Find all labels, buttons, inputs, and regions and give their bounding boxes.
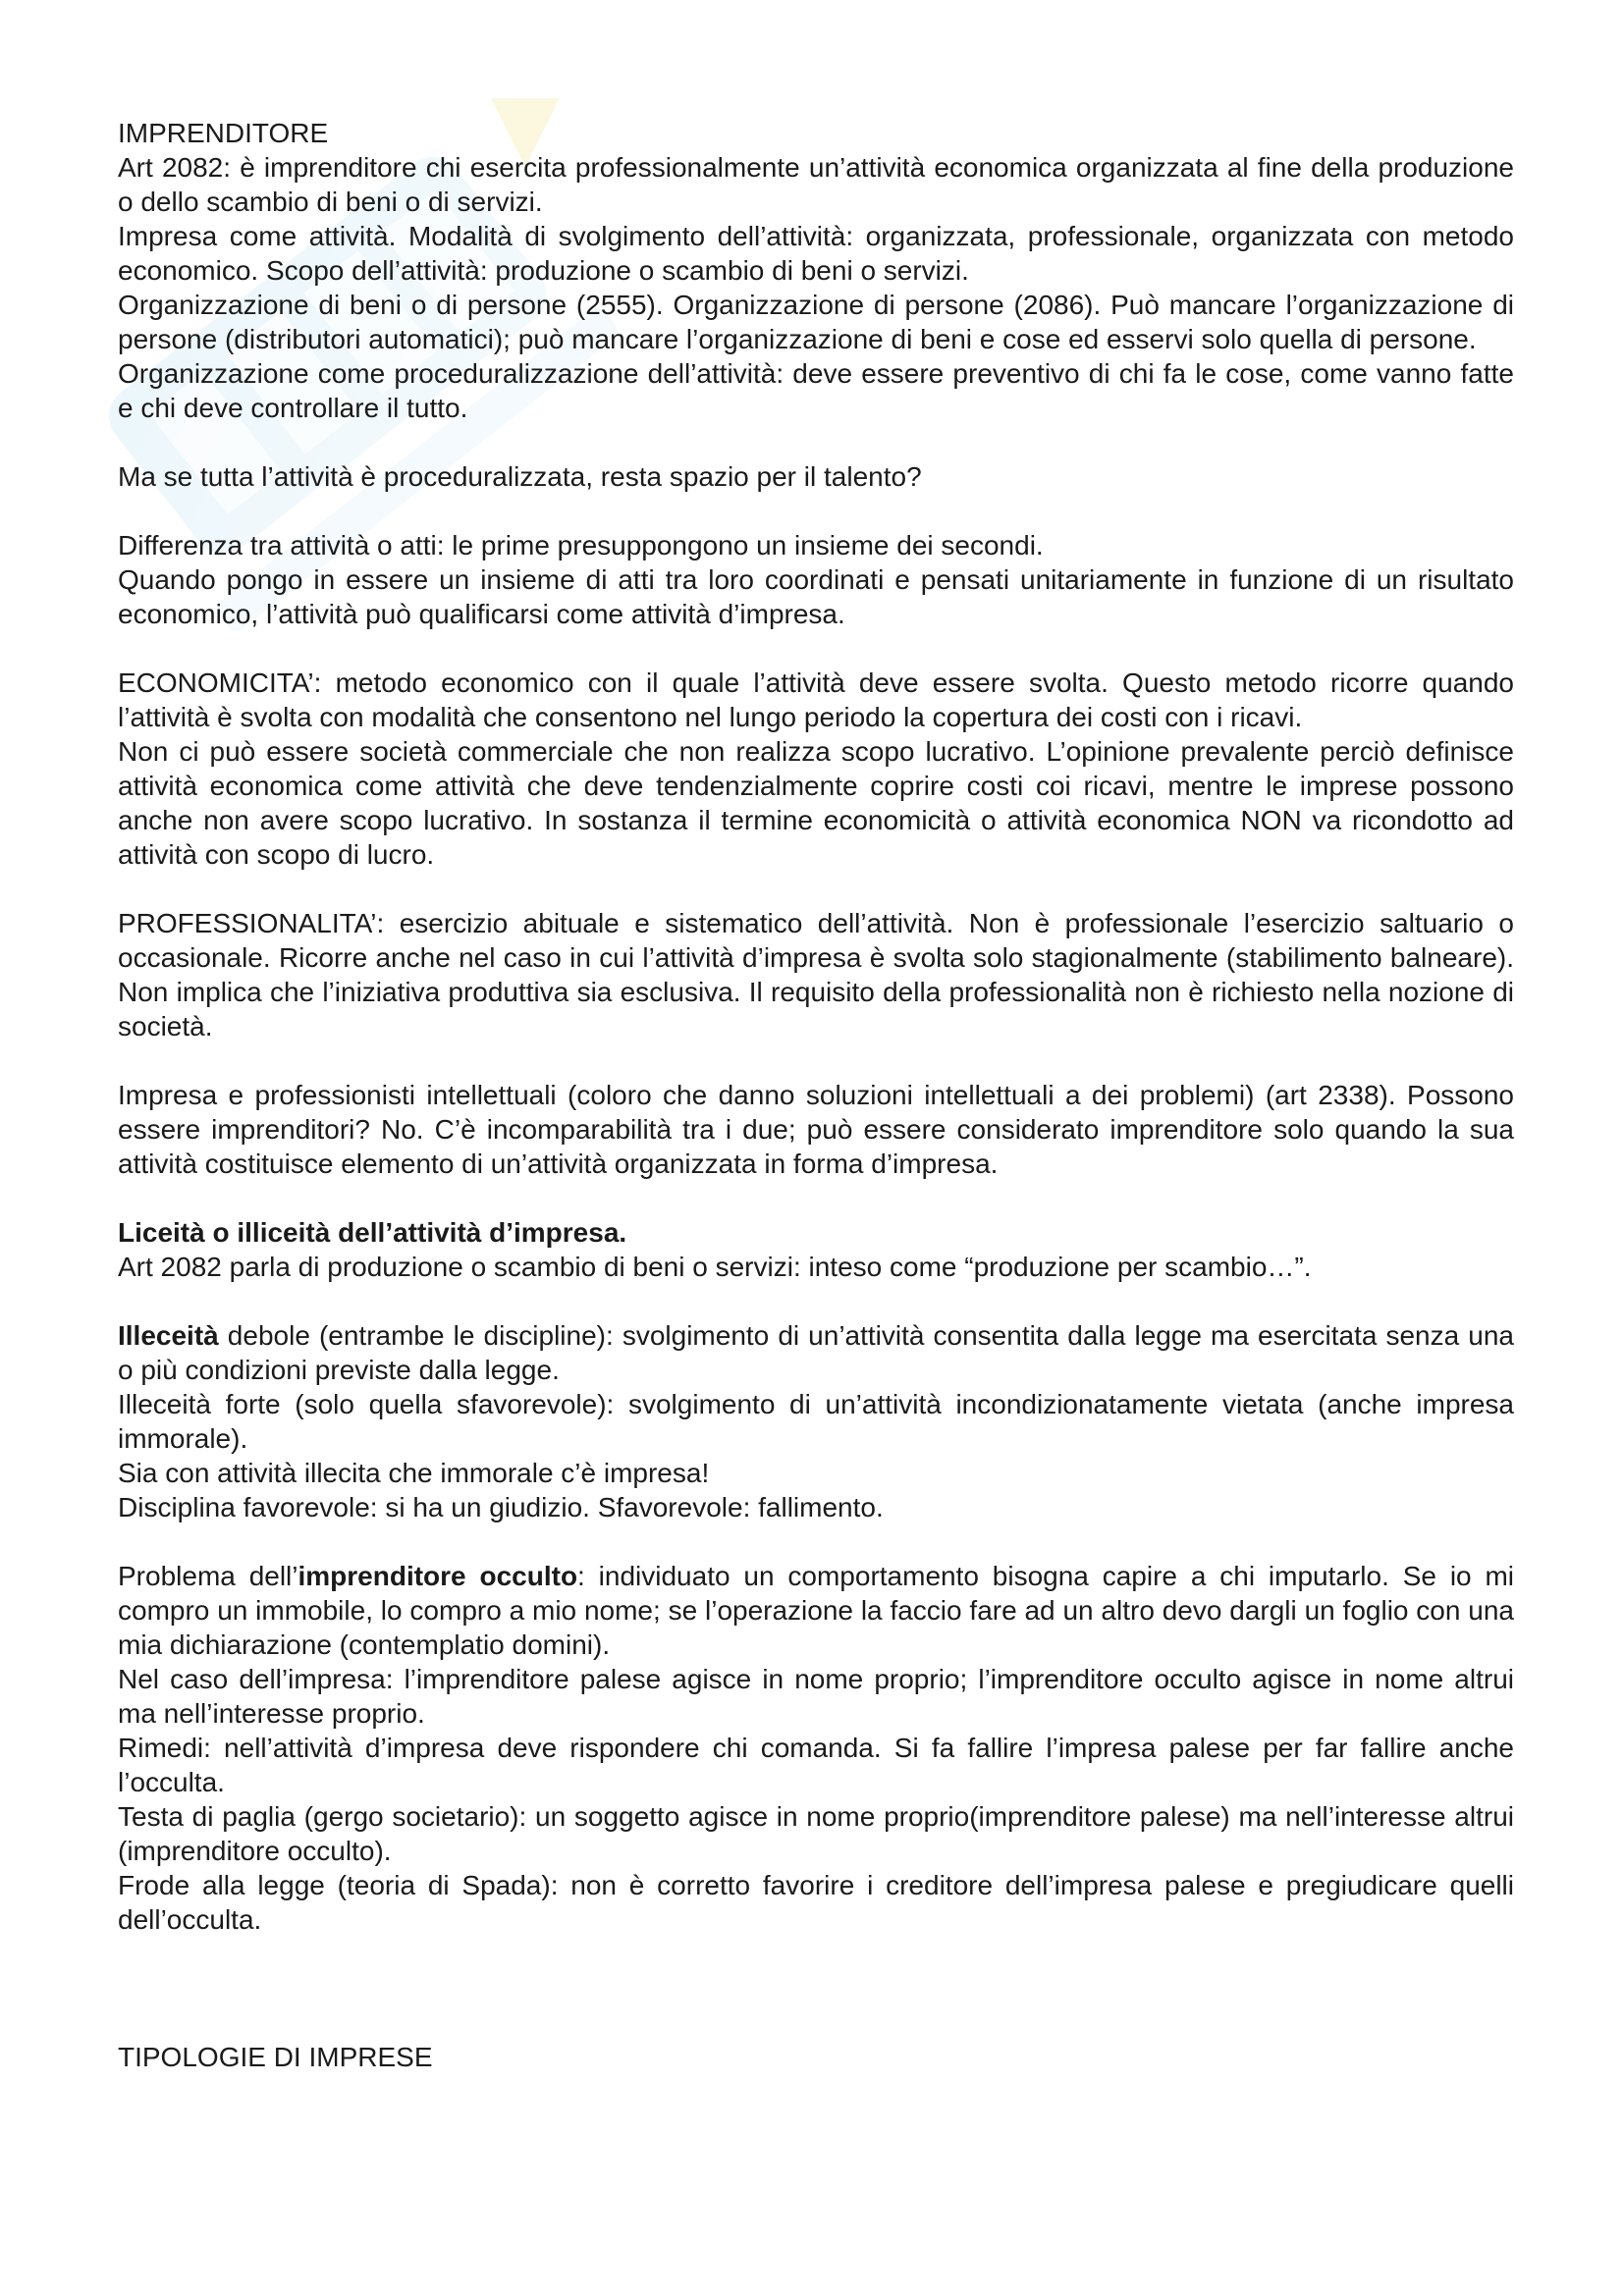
paragraph-illeceita-forte: Illeceità forte (solo quella sfavorevole): svolgimento di un’attività incondizionatamente vietata (anche impresa immorale). (118, 1389, 1514, 1454)
paragraph-professionalita: PROFESSIONALITA’: esercizio abituale e sistematico dell’attività. Non è professionale l’esercizio saltuario o occasionale. Ricorre anche nel caso in cui l’attività d’impresa è svolta solo stagionalmente (stabilimento balneare). Non implica che l’iniziativa produttiva sia esclusiva. Il requisito della professionalità non è richiesto nella nozione di società. (118, 908, 1514, 1041)
illeceita-debole-text: debole (entrambe le discipline): svolgimento di un’attività consentita dalla legge ma esercitata senza una o più condizioni previste dalla legge. (118, 1320, 1514, 1385)
heading-liceita (118, 1215, 1514, 1250)
paragraph-rimedi: Rimedi: nell’attività d’impresa deve rispondere chi comanda. Si fa fallire l’impresa palese per far fallire anche l’occulta. (118, 1733, 1514, 1797)
paragraph-testa-di-paglia: Testa di paglia (gergo societario): un soggetto agisce in nome proprio(imprenditore palese) ma nell’interesse altrui (imprenditore occulto). (118, 1801, 1514, 1866)
heading-tipologie: TIPOLOGIE DI IMPRESE (118, 2042, 433, 2072)
occulto-bold: imprenditore occulto (298, 1561, 578, 1591)
paragraph-illeceita-debole (118, 1318, 1514, 1387)
paragraph-disciplina: Disciplina favorevole: si ha un giudizio. Sfavorevole: fallimento. (118, 1492, 884, 1522)
document-page (118, 116, 1514, 2074)
paragraph-art-2082: Art 2082: è imprenditore chi esercita professionalmente un’attività economica organizzata al fine della produzione o dello scambio di beni o di servizi. (118, 152, 1514, 217)
paragraph-economicita: ECONOMICITA’: metodo economico con il quale l’attività deve essere svolta. Questo metodo ricorre quando l’attività è svolta con modalità che consentono nel lungo periodo la copertura dei costi con i ricavi. (118, 667, 1514, 732)
paragraph-frode-legge: Frode alla legge (teoria di Spada): non è corretto favorire i creditore dell’impresa palese e pregiudicare quelli dell’occulta. (118, 1870, 1514, 1935)
paragraph-professionisti: Impresa e professionisti intellettuali (coloro che danno soluzioni intellettuali a dei problemi) (art 2338). Possono essere imprenditori? No. C’è incomparabilità tra i due; può essere considerato imprenditore solo quando la sua attività costituisce elemento di un’attività organizzata in forma d’impresa. (118, 1080, 1514, 1179)
paragraph-proceduralizzazione: Organizzazione come proceduralizzazione dell’attività: deve essere preventivo di chi fa le cose, come vanno fatte e chi deve controllare il tutto. (118, 358, 1514, 423)
paragraph-talento: Ma se tutta l’attività è proceduralizzata, resta spazio per il talento? (118, 461, 922, 492)
paragraph-differenza: Differenza tra attività o atti: le prime presuppongono un insieme dei secondi. (118, 530, 1044, 561)
occulto-text: : individuato un comportamento bisogna capire a chi imputarlo. Se io mi compro un immobile, lo compro a mio nome; se l’operazione la faccio fare ad un altro devo dargli un foglio con una mia dichiarazione (contemplatio domini). (118, 1561, 1515, 1660)
paragraph-impresa-illecita: Sia con attività illecita che immorale c’è impresa! (118, 1458, 710, 1488)
paragraph-impresa-attivita: Impresa come attività. Modalità di svolgimento dell’attività: organizzata, professionale, organizzata con metodo economico. Scopo dell’attività: produzione o scambio di beni o servizi. (118, 221, 1514, 286)
document-title: IMPRENDITORE (118, 118, 329, 148)
paragraph-art-2082-scambio: Art 2082 parla di produzione o scambio di beni o servizi: inteso come “produzione per scambio…”. (118, 1252, 1312, 1282)
paragraph-scopo-lucrativo: Non ci può essere società commerciale che non realizza scopo lucrativo. L’opinione prevalente perciò definisce attività economica come attività che deve tendenzialmente coprire costi coi ricavi, mentre le imprese possono anche non avere scopo lucrativo. In sostanza il termine economicità o attività economica NON va ricondotto ad attività con scopo di lucro. (118, 736, 1514, 870)
heading-liceita-text: Liceità o illiceità dell’attività d’impresa. (118, 1217, 627, 1248)
paragraph-insieme-atti: Quando pongo in essere un insieme di atti tra loro coordinati e pensati unitariamente in funzione di un risultato economico, l’attività può qualificarsi come attività d’impresa. (118, 564, 1514, 629)
occulto-prefix: Problema dell’ (118, 1561, 298, 1591)
paragraph-palese-occulto: Nel caso dell’impresa: l’imprenditore palese agisce in nome proprio; l’imprenditore occulto agisce in nome altrui ma nell’interesse proprio. (118, 1664, 1514, 1729)
paragraph-organizzazione: Organizzazione di beni o di persone (2555). Organizzazione di persone (2086). Può mancare l’organizzazione di persone (distributori automatici); può mancare l’organizzazione di beni e cose ed esservi solo quella di persone. (118, 290, 1514, 354)
illeceita-bold: Illeceità (118, 1320, 219, 1351)
paragraph-imprenditore-occulto (118, 1559, 1514, 1662)
